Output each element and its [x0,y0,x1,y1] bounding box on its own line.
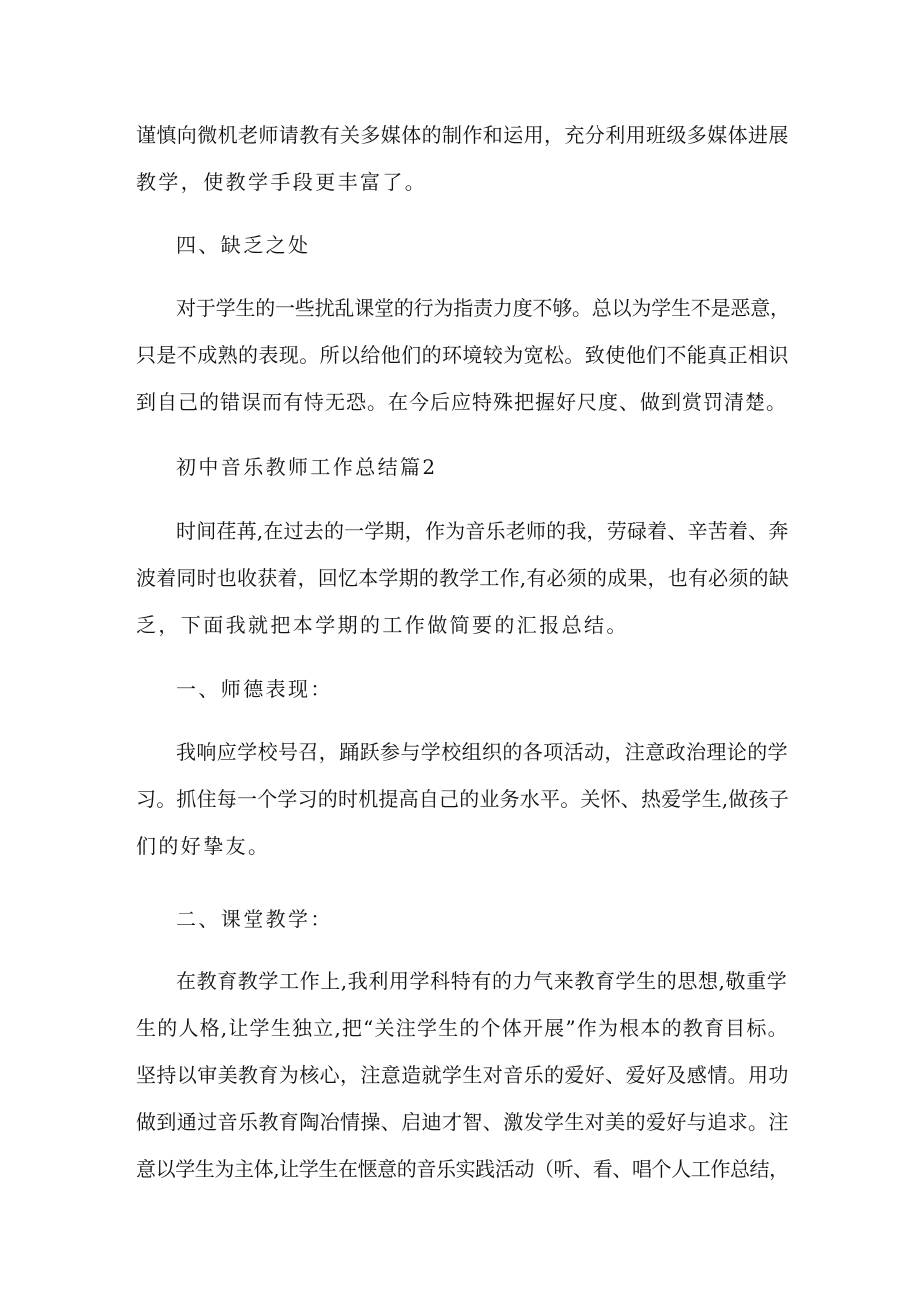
section-heading: 二、课堂教学： [176,907,333,931]
text-line: 对于学生的一些扰乱课堂的行为指责力度不够。总以为学生不是恶意， [176,296,790,320]
text-line: 做到通过音乐教育陶冶情操、启迪才智、激发学生对美的爱好与追求。注 [136,1110,789,1134]
text-line: 只是不成熟的表现。所以给他们的环境较为宽松。致使他们不能真正相识 [136,343,789,367]
text-line: 教学，使教学手段更丰富了。 [136,170,428,194]
text-line: 谨慎向微机老师请教有关多媒体的制作和运用，充分利用班级多媒体进展 [136,123,789,147]
text-line: 们的好挚友。 [136,834,271,858]
text-line: 波着同时也收获着，回忆本学期的教学工作,有必须的成果，也有必须的缺 [136,566,789,590]
section-heading: 一、师德表现： [176,677,333,701]
text-line: 坚持以审美教育为核心，注意造就学生对音乐的爱好、爱好及感情。用功 [136,1063,789,1087]
text-line: 在教育教学工作上,我利用学科特有的力气来教育学生的思想,敬重学 [176,969,788,993]
text-line: 我响应学校号召，踊跃参与学校组织的各项活动，注意政治理论的学 [176,740,788,764]
text-line: 习。抓住每一个学习的时机提高自己的业务水平。关怀、热爱学生,做孩子 [136,787,789,811]
text-line: 时间荏苒,在过去的一学期，作为音乐老师的我，劳碌着、辛苦着、奔 [176,519,789,543]
text-line: 生的人格,让学生独立,把“关注学生的个体开展”作为根本的教育目标。 [136,1016,789,1040]
text-line: 意以学生为主体,让学生在惬意的音乐实践活动（听、看、唱个人工作总结， [136,1157,789,1181]
text-line: 乏，下面我就把本学期的工作做简要的汇报总结。 [136,613,629,637]
article-title: 初中音乐教师工作总结篇2 [176,455,438,479]
section-heading: 四、缺乏之处 [176,233,311,257]
text-line: 到自己的错误而有恃无恐。在今后应特殊把握好尺度、做到赏罚清楚。 [136,390,787,414]
